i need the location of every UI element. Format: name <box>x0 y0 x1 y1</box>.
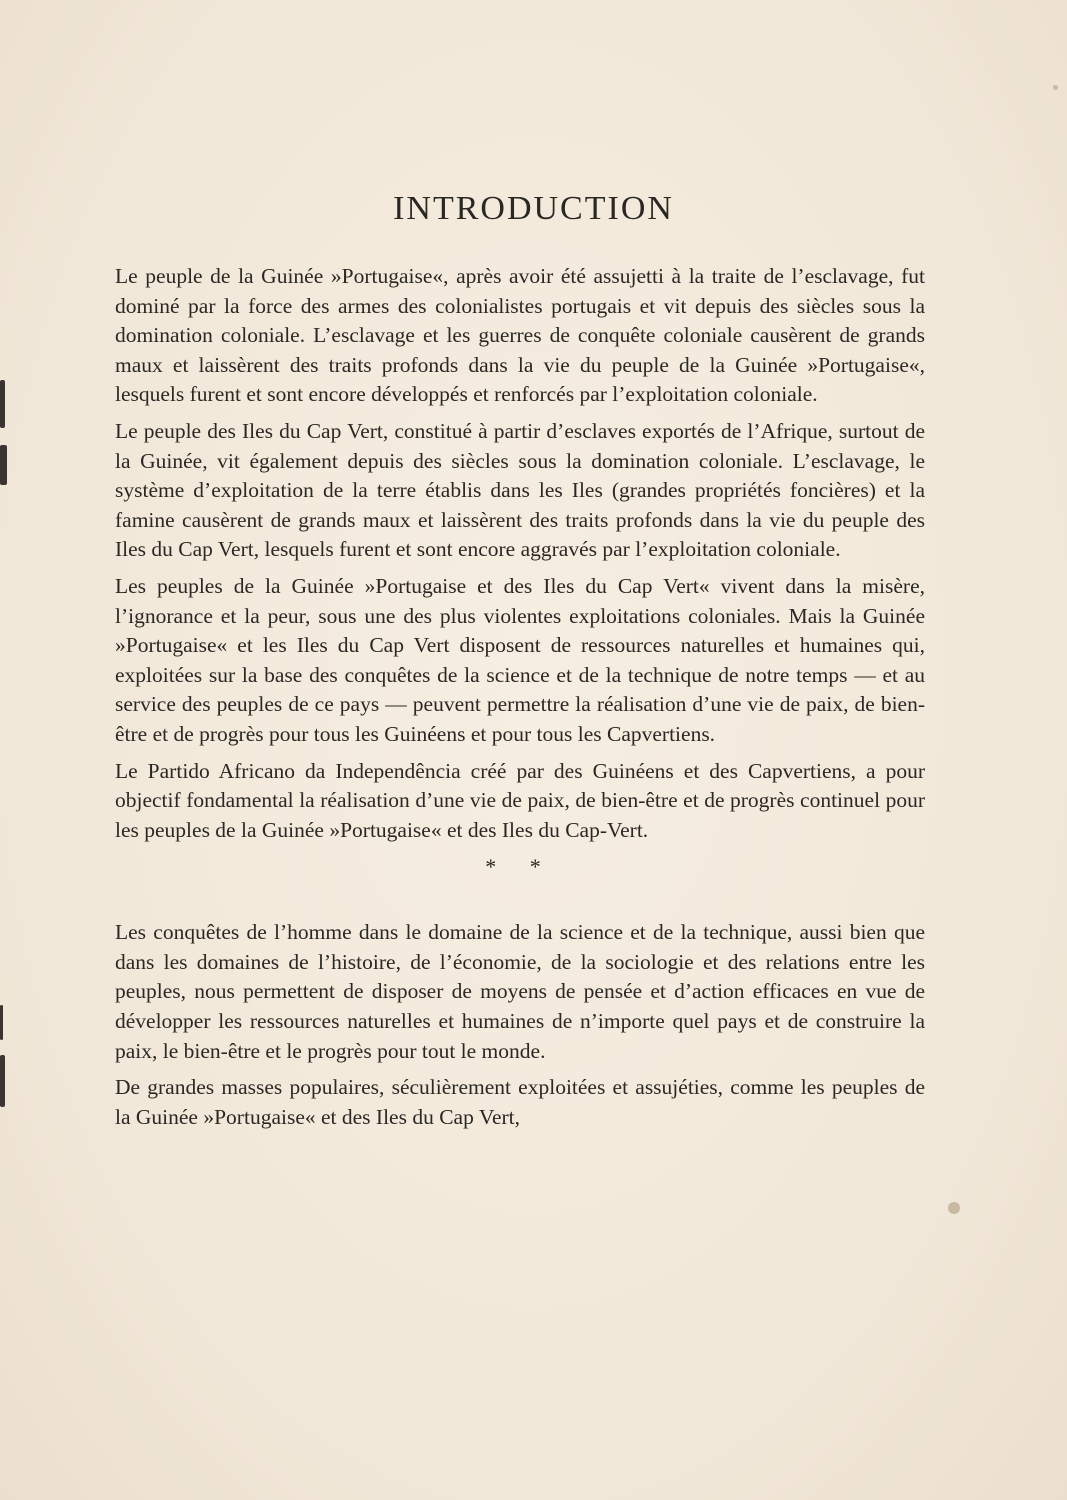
page-title: INTRODUCTION <box>393 190 674 227</box>
paragraph: Le peuple des Iles du Cap Vert, constitué à partir d’esclaves exportés de l’Afrique, surtout de la Guinée, vit également depuis des siècles sous la domination coloniale. L’esclavage, le système d’exploitation de la terre établis dans les Iles (grandes propriétés foncières) et la famine causèrent de grands maux et laissèrent des traits profonds dans la vie du peuple des Iles du Cap Vert, lesquels furent et sont encore aggravés par l’exploitation coloniale. <box>115 418 925 562</box>
binding-mark <box>0 445 7 485</box>
document-body <box>115 262 925 1139</box>
binding-mark <box>0 380 5 428</box>
paragraph: Les peuples de la Guinée »Portugaise et des Iles du Cap Vert« vivent dans la misère, l’ignorance et la peur, sous une des plus violentes exploitations coloniales. Mais la Guinée »Portugaise« et les Iles du Cap Vert disposent de ressources naturelles et humaines qui, exploitées sur la base des conquêtes de la science et de la technique de notre temps — et au service des peuples de ce pays — peuvent permettre la réalisation d’une vie de paix, de bien-être et de progrès pour tous les Guinéens et pour tous les Capvertiens. <box>115 573 925 746</box>
paper-speck <box>948 1202 960 1214</box>
paragraph: De grandes masses populaires, séculièrement exploitées et assujéties, comme les peuples de la Guinée »Portugaise« et des Iles du Cap Vert, <box>115 1075 925 1129</box>
binding-mark <box>0 1005 3 1040</box>
paragraph: Le Partido Africano da Independência créé par des Guinéens et des Capvertiens, a pour objectif fondamental la réalisation d’une vie de paix, de bien-être et de progrès continuel pour les peuples de la Guinée »Portugaise« et des Iles du Cap-Vert. <box>115 758 925 842</box>
paragraph: Le peuple de la Guinée »Portugaise«, après avoir été assujetti à la traite de l’esclavage, fut dominé par la force des armes des colonialistes portugais et vit depuis des siècles sous la domination coloniale. L’esclavage et les guerres de conquête coloniale causèrent de grands maux et laissèrent des traits profonds dans la vie du peuple de la Guinée »Portugaise«, lesquels furent et sont encore développés et renforcés par l’exploitation coloniale. <box>115 264 925 407</box>
binding-mark <box>0 1055 5 1107</box>
paper-speck <box>1053 85 1058 90</box>
section-separator: * * <box>485 854 555 880</box>
paragraph: Les conquêtes de l’homme dans le domaine de la science et de la technique, aussi bien que dans les domaines de l’histoire, de l’économie, de la sociologie et des relations entre les peuples, nous permettent de disposer de moyens de pensée et d’action efficaces en vue de développer les ressources naturelles et humaines de n’importe quel pays et de construire la paix, le bien-être et le progrès pour tout le monde. <box>115 920 925 1063</box>
